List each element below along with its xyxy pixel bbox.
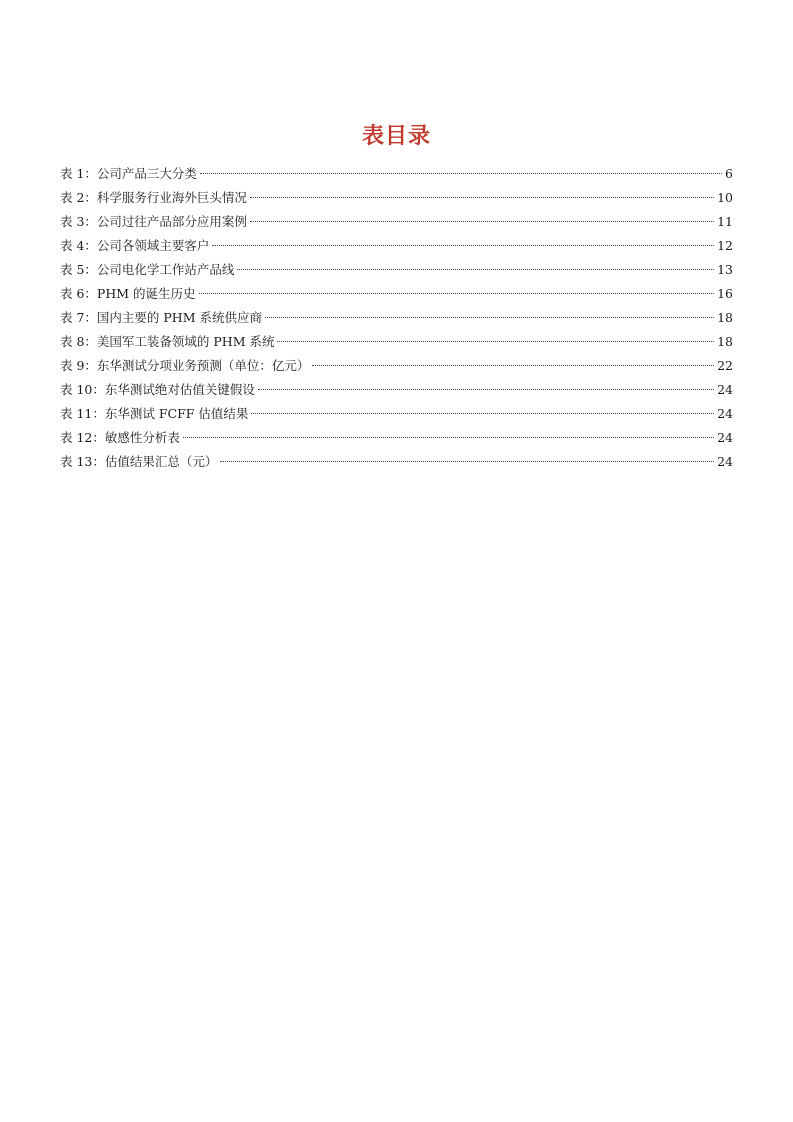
toc-entry-page: 24 (717, 430, 733, 445)
toc-dot-leader (199, 293, 715, 294)
toc-entry-page: 22 (717, 358, 733, 373)
toc-entry-page: 13 (717, 262, 733, 277)
toc-entry[interactable] (60, 426, 733, 450)
toc-entry-label: 表 1：公司产品三大分类 (60, 166, 197, 181)
toc-entry-page: 24 (717, 382, 733, 397)
toc-entry[interactable] (60, 378, 733, 402)
toc-dot-leader (183, 437, 714, 438)
toc-dot-leader (250, 197, 714, 198)
toc-dot-leader (312, 365, 714, 366)
toc-entry-label: 表 5：公司电化学工作站产品线 (60, 262, 235, 277)
toc-dot-leader (277, 341, 714, 342)
toc-entry-page: 11 (717, 214, 733, 229)
toc-list (60, 162, 733, 474)
toc-dot-leader (250, 221, 714, 222)
toc-entry-label: 表 11：东华测试 FCFF 估值结果 (60, 406, 249, 421)
toc-entry-label: 表 9：东华测试分项业务预测（单位：亿元） (60, 358, 310, 373)
toc-entry[interactable] (60, 306, 733, 330)
toc-dot-leader (212, 245, 714, 246)
toc-entry-page: 18 (717, 334, 733, 349)
toc-entry[interactable] (60, 282, 733, 306)
toc-entry-label: 表 2：科学服务行业海外巨头情况 (60, 190, 247, 205)
toc-entry-label: 表 4：公司各领域主要客户 (60, 238, 210, 253)
toc-title: 表目录 (361, 124, 431, 149)
toc-entry-label: 表 12：敏感性分析表 (60, 430, 180, 445)
toc-entry-page: 24 (717, 454, 733, 469)
toc-dot-leader (200, 173, 722, 174)
toc-entry-label: 表 10：东华测试绝对估值关键假设 (60, 382, 255, 397)
toc-entry-page: 6 (725, 166, 733, 181)
toc-dot-leader (220, 461, 714, 462)
toc-entry[interactable] (60, 234, 733, 258)
toc-entry[interactable] (60, 330, 733, 354)
toc-entry-label: 表 13：估值结果汇总（元） (60, 454, 218, 469)
toc-entry-label: 表 8：美国军工装备领域的 PHM 系统 (60, 334, 275, 349)
toc-entry[interactable] (60, 162, 733, 186)
toc-entry[interactable] (60, 186, 733, 210)
toc-dot-leader (265, 317, 714, 318)
toc-entry[interactable] (60, 210, 733, 234)
toc-entry-label: 表 7：国内主要的 PHM 系统供应商 (60, 310, 262, 325)
toc-entry-page: 24 (717, 406, 733, 421)
toc-entry[interactable] (60, 258, 733, 282)
toc-entry-page: 18 (717, 310, 733, 325)
toc-entry-page: 16 (717, 286, 733, 301)
toc-dot-leader (251, 413, 714, 414)
toc-entry[interactable] (60, 450, 733, 474)
toc-entry[interactable] (60, 402, 733, 426)
toc-entry-label: 表 6：PHM 的诞生历史 (60, 286, 196, 301)
toc-entry[interactable] (60, 354, 733, 378)
toc-entry-label: 表 3：公司过往产品部分应用案例 (60, 214, 247, 229)
toc-dot-leader (237, 269, 714, 270)
toc-dot-leader (258, 389, 714, 390)
toc-entry-page: 12 (717, 238, 733, 253)
toc-entry-page: 10 (717, 190, 733, 205)
